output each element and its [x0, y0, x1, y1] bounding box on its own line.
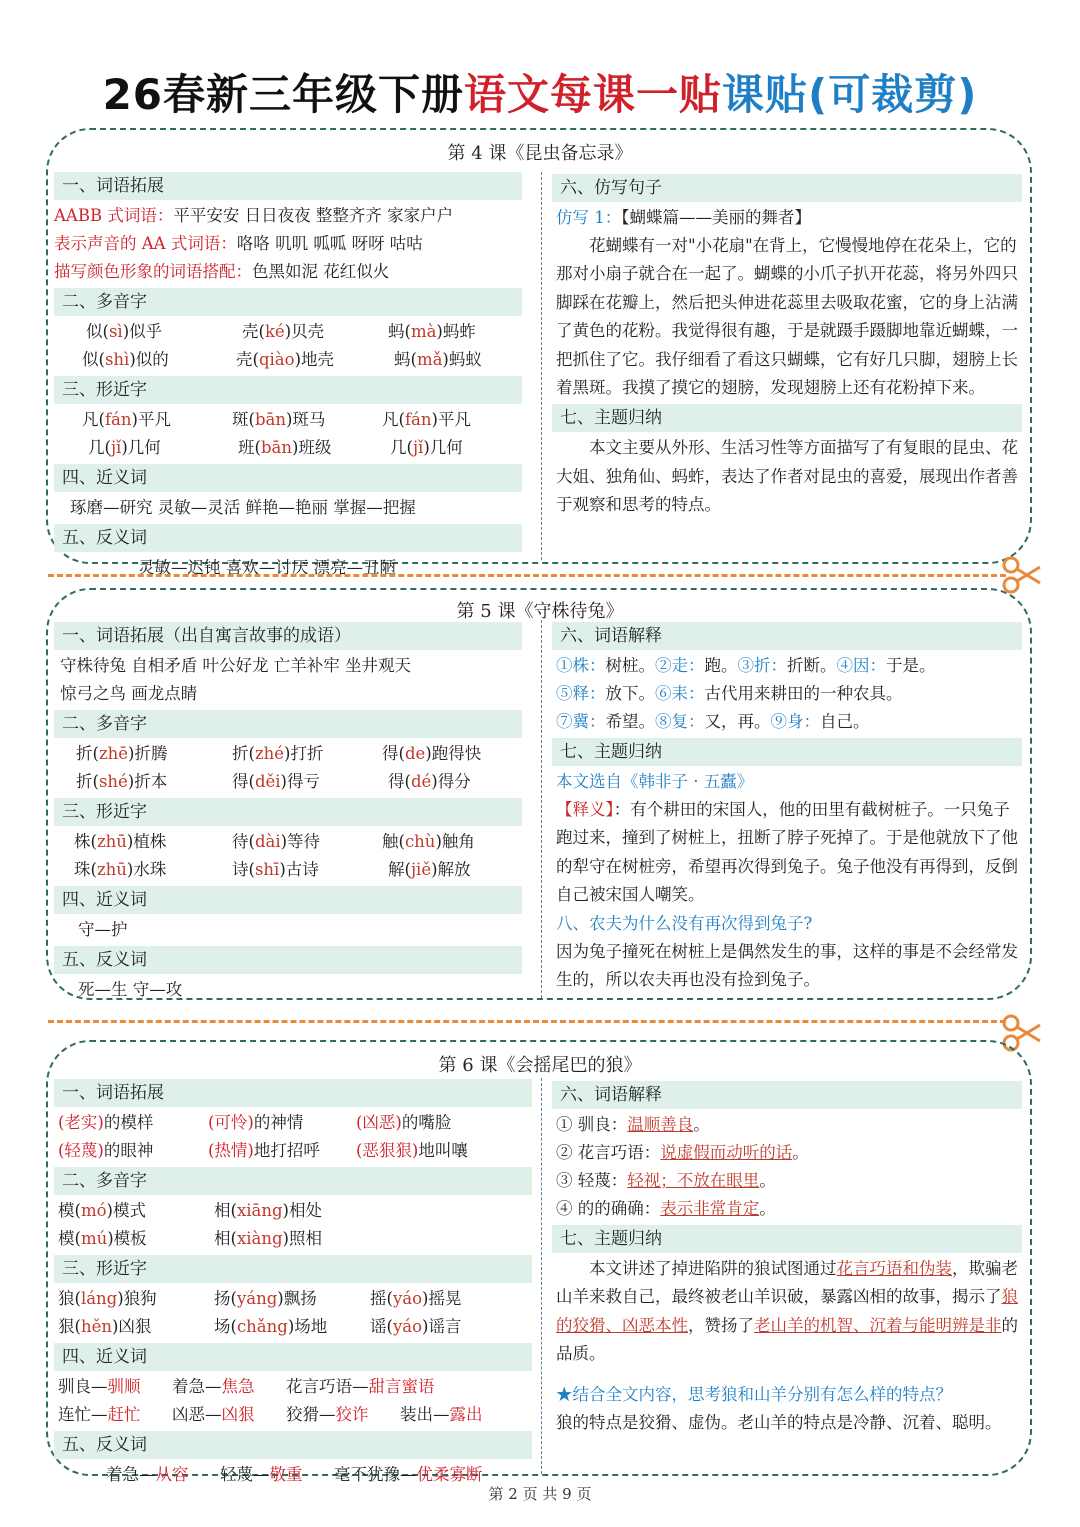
section-heading: 五、反义词: [54, 524, 522, 552]
section-heading: 四、近义词: [54, 464, 522, 492]
word-row: 折(shé)折本 得(děi)得亏 得(dé)得分: [76, 772, 471, 791]
word-row: 折(zhē)折腾 折(zhé)打折 得(de)跑得快: [76, 744, 482, 763]
section-heading: 六、词语解释: [552, 1081, 1022, 1109]
right-column: [552, 1079, 1022, 1437]
text-line: 描写颜色形象的词语搭配：色黑如泥 花红似火: [54, 262, 390, 281]
text-line: AABB 式词语：平平安安 日日夜夜 整整齐齐 家家户户: [54, 206, 454, 225]
subheading: 仿写 1：【蝴蝶篇——美丽的舞者】: [556, 208, 811, 227]
question-line: ★结合全文内容，思考狼和山羊分别有怎么样的特点？: [556, 1384, 952, 1404]
lesson-title: 第 6 课《会摇尾巴的狼》: [438, 1055, 642, 1076]
word-row: 模(mú)模板 相(xiàng)照相: [58, 1229, 322, 1248]
word-row: 狼(láng)狼狗 扬(yáng)飘扬 摇(yáo)摇晃: [58, 1289, 462, 1308]
definition-line: ④ 的的确确：表示非常肯定。: [556, 1199, 776, 1218]
section-heading: 五、反义词: [54, 946, 522, 974]
left-column: [54, 170, 522, 582]
section-heading: 二、多音字: [54, 710, 522, 738]
column-divider: [541, 1078, 542, 1474]
scissors-icon: [1000, 553, 1044, 597]
definition-line: ② 花言巧语：说虚假而动听的话。: [556, 1143, 809, 1162]
section-heading: 二、多音字: [54, 288, 522, 316]
cut-line: [48, 1020, 1006, 1023]
text-line: 守—护: [78, 920, 128, 939]
paragraph: 本文讲述了掉进陷阱的狼试图通过花言巧语和伪装，欺骗老山羊来救自己，最终被老山羊识破，暴露凶相的故事，揭示了狼的狡猾、凶恶本性，赞扬了老山羊的机智、沉着与能明辨是非的品质。: [556, 1259, 1018, 1364]
right-column: [552, 620, 1022, 994]
paragraph: 本文主要从外形、生活习性等方面描写了有复眼的昆虫、花大姐、独角仙、蚂蚱，表达了作者对昆虫的喜爱，展现出作者善于观察和思考的特点。: [556, 438, 1018, 515]
section-heading: 四、近义词: [54, 886, 522, 914]
text-line: 死—生 守—攻: [78, 980, 183, 999]
column-divider: [541, 620, 542, 998]
section-heading: 一、词语拓展: [54, 172, 522, 200]
word-row: 珠(zhū)水珠 诗(shī)古诗 解(jiě)解放: [74, 860, 471, 879]
section-heading: 五、反义词: [54, 1431, 532, 1459]
word-row: 似(sì)似乎 壳(ké)贝壳 蚂(mà)蚂蚱: [86, 322, 476, 341]
section-heading: 三、形近字: [54, 376, 522, 404]
section-heading: 三、形近字: [54, 1255, 532, 1283]
left-column: [54, 1077, 532, 1489]
word-row: (老实)的模样 (可怜)的神情 (凶恶)的嘴脸: [58, 1113, 452, 1132]
paragraph: 花蝴蝶有一对"小花扇"在背上，它慢慢地停在花朵上，它的那对小扇子就合在一起了。蝴蝶的小爪子扒开花蕊，将另外四只脚踩在花瓣上，然后把头伸进花蕊里去吸取花蜜，它的身上沾满了黄色的花粉。我觉得很有趣，于是就蹑手蹑脚地靠近蝴蝶，一把抓住了它。我仔细看了看这只蝴蝶，它有好几只脚，翅膀上长着黑斑。我摸了摸它的翅膀，发现翅膀上还有花粉掉下来。: [556, 236, 1018, 398]
word-row: 株(zhū)植株 待(dài)等待 触(chù)触角: [74, 832, 475, 851]
word-row: 似(shì)似的 壳(qiào)地壳 蚂(mǎ)蚂蚁: [82, 350, 482, 369]
question-line: 八、农夫为什么没有再次得到兔子?: [556, 913, 813, 933]
section-heading: 二、多音字: [54, 1167, 532, 1195]
text-line: 琢磨—研究 灵敏—灵活 鲜艳—艳丽 掌握—把握: [70, 498, 416, 517]
section-heading: 六、仿写句子: [552, 174, 1022, 202]
source-line: 本文选自《韩非子 · 五蠹》: [556, 772, 754, 791]
section-heading: 一、词语拓展: [54, 1079, 532, 1107]
text-line: 表示声音的 AA 式词语：咯咯 叽叽 呱呱 呀呀 咕咕: [54, 234, 423, 253]
page-footer: 第 2 页 共 9 页: [488, 1485, 592, 1503]
section-heading: 三、形近字: [54, 798, 522, 826]
section-heading: 一、词语拓展（出自寓言故事的成语）: [54, 622, 522, 650]
word-row: 几(jǐ)几何 班(bān)班级 几(jǐ)几何: [88, 438, 463, 457]
definition-line: ③ 轻蔑：轻视；不放在眼里。: [556, 1171, 776, 1190]
left-column: [54, 620, 522, 1004]
column-divider: [541, 172, 542, 560]
word-row: 凡(fán)平凡 斑(bān)斑马 凡(fán)平凡: [82, 410, 471, 429]
section-heading: 七、主题归纳: [552, 738, 1022, 766]
paragraph: 狼的特点是狡猾、虚伪。老山羊的特点是冷静、沉着、聪明。: [556, 1412, 1002, 1432]
definition-line: ① 驯良：温顺善良。: [556, 1115, 710, 1134]
lesson-title: 第 4 课《昆虫备忘录》: [447, 143, 633, 164]
word-row: 模(mó)模式 相(xiāng)相处: [58, 1201, 322, 1220]
text-line: 灵敏—迟钝 喜欢—讨厌 漂亮—丑陋: [138, 558, 396, 577]
definition-line: ①株：树桩。②走：跑。③折：折断。④因：于是。: [556, 656, 936, 675]
definition-line: ⑤释：放下。⑥耒：古代用来耕田的一种农具。: [556, 684, 903, 703]
section-heading: 六、词语解释: [552, 622, 1022, 650]
word-row: 驯良—驯顺 着急—焦急 花言巧语—甜言蜜语: [58, 1377, 435, 1396]
word-row: (轻蔑)的眼神 (热情)地打招呼 (恶狠狠)地叫嚷: [58, 1141, 468, 1160]
section-heading: 七、主题归纳: [552, 1225, 1022, 1253]
word-row: 狠(hěn)凶狠 场(chǎng)场地 谣(yáo)谣言: [58, 1317, 462, 1336]
page-title: 26春新三年级下册语文每课一贴课贴(可裁剪): [102, 70, 978, 119]
section-heading: 七、主题归纳: [552, 404, 1022, 432]
word-row: 着急—从容 轻蔑—敬重 毫不犹豫—优柔寡断: [106, 1465, 483, 1484]
right-column: [552, 172, 1022, 520]
section-heading: 四、近义词: [54, 1343, 532, 1371]
cut-line: [48, 574, 1006, 577]
text-line: 守株待兔 自相矛盾 叶公好龙 亡羊补牢 坐井观天: [60, 656, 411, 675]
word-row: 连忙—赶忙 凶恶—凶狠 狡猾—狡诈 装出—露出: [58, 1405, 483, 1424]
text-line: 惊弓之鸟 画龙点睛: [60, 684, 198, 703]
paragraph: 【释义】：有个耕田的宋国人，他的田里有截树桩子。一只兔子跑过来，撞到了树桩上，扭断了脖子死掉了。于是他就放下了他的犁守在树桩旁，希望再次得到兔子。兔子他没有再得到，反倒自己被宋国人嘲笑。: [556, 800, 1018, 905]
lesson-title: 第 5 课《守株待兔》: [456, 601, 624, 622]
paragraph: 因为兔子撞死在树桩上是偶然发生的事，这样的事是不会经常发生的，所以农夫再也没有捡到兔子。: [556, 941, 1018, 990]
definition-line: ⑦冀：希望。⑧复：又，再。⑨身：自己。: [556, 712, 870, 731]
